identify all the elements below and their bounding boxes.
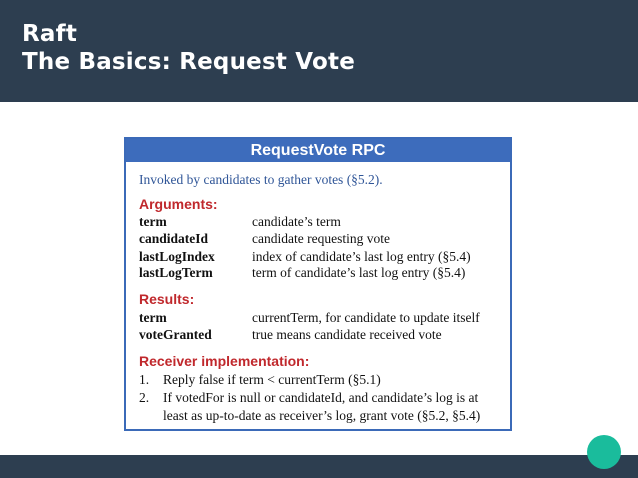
argument-row — [139, 248, 509, 265]
argument-desc: term of candidate’s last log entry (§5.4) — [252, 265, 466, 280]
result-row — [139, 326, 509, 343]
argument-row — [139, 264, 509, 281]
slide-footer-bar — [0, 455, 638, 478]
receiver-step-text: If votedFor is null or candidateId, and candidate’s log is at — [163, 390, 479, 405]
receiver-step-continuation: least as up-to-date as receiver’s log, grant vote (§5.2, §5.4) — [163, 408, 481, 423]
argument-name: candidateId — [139, 231, 209, 246]
arguments-label: Arguments: — [139, 196, 218, 212]
requestvote-rpc-card — [124, 137, 512, 431]
slide-title — [22, 20, 355, 76]
card-intro: Invoked by candidates to gather votes (§5.2). — [139, 172, 383, 187]
receiver-step — [139, 389, 478, 407]
argument-name: lastLogIndex — [139, 249, 215, 264]
receiver-label: Receiver implementation: — [139, 353, 310, 369]
argument-row — [139, 230, 509, 247]
results-label: Results: — [139, 291, 195, 307]
slide-title-line2: The Basics: Request Vote — [22, 49, 355, 75]
receiver-step — [139, 371, 381, 389]
slide-title-line1: Raft — [22, 21, 78, 47]
card-heading: RequestVote RPC — [126, 139, 510, 162]
argument-desc: candidate requesting vote — [252, 231, 390, 246]
argument-row — [139, 213, 509, 230]
argument-name: term — [139, 214, 167, 229]
argument-desc: candidate’s term — [252, 214, 341, 229]
argument-name: lastLogTerm — [139, 265, 213, 280]
result-name: term — [139, 310, 167, 325]
result-name: voteGranted — [139, 327, 212, 342]
receiver-step-number: 1. — [139, 372, 150, 387]
result-desc: currentTerm, for candidate to update itself — [252, 310, 480, 325]
result-desc: true means candidate received vote — [252, 327, 442, 342]
result-row — [139, 309, 509, 326]
slide-accent-dot — [587, 435, 621, 469]
slide-header — [0, 0, 638, 102]
receiver-step-number: 2. — [139, 390, 150, 405]
argument-desc: index of candidate’s last log entry (§5.4) — [252, 249, 471, 264]
receiver-step-text: Reply false if term < currentTerm (§5.1) — [163, 372, 381, 387]
